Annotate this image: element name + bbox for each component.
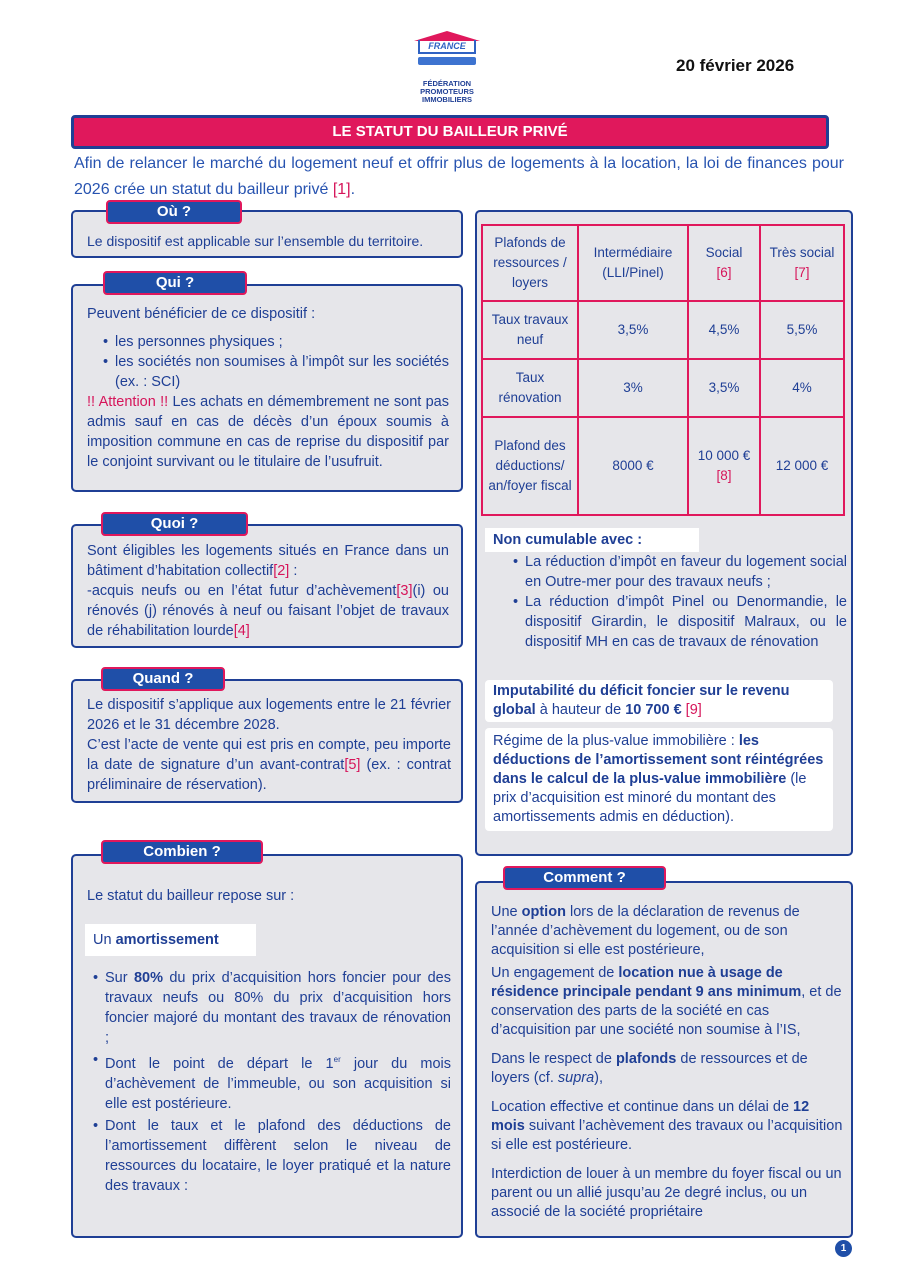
regime-text: Régime de la plus-value immobilière : bbox=[493, 733, 739, 749]
table-header bbox=[688, 225, 760, 301]
table-cell bbox=[688, 417, 760, 515]
cell-text: 10 000 € bbox=[697, 448, 751, 463]
quand-content bbox=[87, 695, 451, 795]
qui-warning bbox=[87, 392, 449, 472]
p-text: Un engagement de bbox=[491, 965, 619, 981]
footnote-ref[interactable]: [3] bbox=[396, 583, 413, 599]
item-text: Sur bbox=[105, 970, 134, 986]
intro-text: Afin de relancer le marché du logement neuf et offrir plus de logements à la location, la loi de finances pour 2026 crée un statut du bailleur privé bbox=[74, 155, 844, 198]
table-cell: 4,5% bbox=[688, 301, 760, 359]
p-text: suivant l’achèvement des travaux ou l’acquisition si elle est postérieure. bbox=[491, 1118, 843, 1153]
qui-list bbox=[87, 332, 449, 392]
table-row bbox=[482, 359, 844, 417]
combien-list bbox=[87, 968, 451, 1198]
p-text: de ressources et de loyers (cf. bbox=[491, 1051, 808, 1086]
qui-heading: Qui ? bbox=[103, 271, 247, 295]
page-title: LE STATUT DU BAILLEUR PRIVÉ bbox=[71, 115, 829, 149]
comment-heading: Comment ? bbox=[503, 866, 666, 890]
amortissement-label bbox=[85, 924, 256, 956]
ou-text: Le dispositif est applicable sur l’ensemble du territoire. bbox=[87, 233, 424, 249]
logo-bar bbox=[418, 57, 476, 65]
item-text: jour du mois d’achèvement de l’immeuble, ou son acquisition si elle est postérieure. bbox=[105, 1055, 452, 1112]
imput-amount: 10 700 € bbox=[625, 702, 682, 718]
quand-text: C’est l’acte de vente qui est pris en compte, peu importe la date de signature d’un avant-contrat bbox=[87, 737, 451, 773]
list-item: • les personnes physiques ; bbox=[103, 332, 449, 352]
p-text: Location effective et continue dans un délai de bbox=[491, 1099, 794, 1115]
noncumul-list bbox=[493, 552, 847, 652]
p-text: ), bbox=[594, 1070, 604, 1086]
table-cell: 3% bbox=[578, 359, 688, 417]
comment-p3 bbox=[491, 1050, 843, 1088]
p-bold: location nue à usage de résidence principale pendant 9 ans minimum bbox=[491, 965, 802, 1000]
quoi-text: (i) ou rénovés (j) rénovés à neuf ou faisant l’objet de travaux de réhabilitation lourde bbox=[87, 583, 449, 639]
p-italic: supra bbox=[557, 1070, 595, 1086]
p-text: Une bbox=[491, 904, 522, 920]
table-cell: 3,5% bbox=[578, 301, 688, 359]
imput-bold: Imputabilité du déficit foncier sur le revenu global bbox=[493, 683, 790, 718]
table-cell: Plafond des déductions/ an/foyer fiscal bbox=[482, 417, 578, 515]
quoi-text: Sont éligibles les logements situés en France dans un bâtiment d’habitation collectif bbox=[87, 543, 449, 579]
quand-text-2 bbox=[87, 735, 451, 795]
table-row bbox=[482, 225, 844, 301]
p-text: Dans le respect de bbox=[491, 1051, 616, 1067]
qui-section bbox=[71, 284, 463, 492]
qui-lead: Peuvent bénéficier de ce dispositif : bbox=[87, 306, 316, 322]
quoi-heading: Quoi ? bbox=[101, 512, 248, 536]
table-cell: Taux travaux neuf bbox=[482, 301, 578, 359]
p-bold: 12 mois bbox=[491, 1099, 810, 1134]
logo-text bbox=[412, 80, 482, 104]
list-item bbox=[93, 968, 451, 1048]
table-header bbox=[760, 225, 844, 301]
list-item: • Dont le taux et le plafond des déductions de l’amortissement diffèrent selon le niveau de ressources du locataire, le loyer pratiqué et la nature des travaux : bbox=[93, 1116, 451, 1196]
table-cell: Taux rénovation bbox=[482, 359, 578, 417]
fpi-logo bbox=[412, 30, 482, 106]
table-row bbox=[482, 417, 844, 515]
list-item: • les sociétés non soumises à l’impôt sur les sociétés (ex. : SCI) bbox=[103, 352, 449, 392]
item-text: du prix d’acquisition hors foncier pour des travaux neufs ou 80% du prix d’acquisition hors foncier majoré du montant des travaux de rénovation ; bbox=[105, 970, 451, 1046]
quand-text: (ex. : contrat préliminaire de réservation). bbox=[87, 757, 451, 793]
p-bold: option bbox=[521, 904, 566, 920]
list-item bbox=[93, 1050, 451, 1114]
list-item: • La réduction d’impôt Pinel ou Denormandie, le dispositif Girardin, le dispositif Malraux, ou le dispositif MH en cas de travaux de rénovation bbox=[513, 592, 847, 652]
p-text: , et de conservation des parts de la société en cas d’acquisition par une société non soumise à l’IS, bbox=[491, 984, 842, 1038]
table-cell: 5,5% bbox=[760, 301, 844, 359]
noncumul-label: Non cumulable avec : bbox=[485, 528, 699, 552]
qui-content bbox=[87, 304, 449, 472]
header-text: Social bbox=[705, 245, 743, 260]
item-sup: er bbox=[333, 1055, 341, 1064]
intro-paragraph bbox=[74, 151, 844, 203]
combien-heading: Combien ? bbox=[101, 840, 263, 864]
imput-text: à hauteur de bbox=[535, 702, 626, 718]
amort-pre: Un bbox=[93, 932, 116, 948]
table-row bbox=[482, 301, 844, 359]
footnote-ref[interactable]: [7] bbox=[794, 265, 810, 280]
footnote-ref[interactable]: [9] bbox=[681, 702, 702, 718]
table-cell: 3,5% bbox=[688, 359, 760, 417]
p-bold: plafonds bbox=[615, 1051, 677, 1067]
p-text: lors de la déclaration de revenus de l’année d’achèvement du logement, ou de son acquisition si elle est postérieure, bbox=[491, 904, 800, 958]
logo-country: FRANCE bbox=[418, 40, 476, 54]
header-text: Très social bbox=[769, 245, 835, 260]
quand-heading: Quand ? bbox=[101, 667, 225, 691]
item-bold: 80% bbox=[133, 970, 163, 986]
footnote-ref[interactable]: [1] bbox=[332, 181, 351, 198]
quoi-section bbox=[71, 524, 463, 648]
regime-text: (le prix d’acquisition est minoré du montant des amortissements admis en déduction). bbox=[493, 771, 807, 825]
comment-section bbox=[475, 881, 853, 1238]
item-text: Dont le point de départ le 1 bbox=[105, 1055, 334, 1072]
amort-bold: amortissement bbox=[115, 932, 219, 948]
footnote-ref[interactable]: [2] bbox=[273, 563, 290, 579]
table-cell: 8000 € bbox=[578, 417, 688, 515]
rates-table bbox=[481, 224, 845, 516]
ou-heading: Où ? bbox=[106, 200, 242, 224]
combien-lead: Le statut du bailleur repose sur : bbox=[87, 888, 295, 904]
regime-bold: les déductions de l’amortissement sont réintégrées dans le calcul de la plus-value immobilière bbox=[493, 733, 824, 787]
taux-panel bbox=[475, 210, 853, 856]
combien-section bbox=[71, 854, 463, 1238]
plus-value-note bbox=[485, 728, 833, 831]
quoi-content bbox=[87, 541, 449, 641]
list-item: • La réduction d’impôt en faveur du logement social en Outre-mer pour des travaux neufs ; bbox=[513, 552, 847, 592]
quand-text: Le dispositif s’applique aux logements entre le 21 février 2026 et le 31 décembre 2028. bbox=[87, 697, 451, 733]
comment-p5: Interdiction de louer à un membre du foyer fiscal ou un parent ou un allié jusqu’au 2e degré inclus, ou un associé de la société propriétaire bbox=[491, 1166, 842, 1220]
document-date: 20 février 2026 bbox=[676, 56, 795, 75]
warning-label: !! Attention !! bbox=[87, 394, 169, 410]
quand-section bbox=[71, 679, 463, 803]
deficit-foncier-note bbox=[485, 680, 833, 722]
logo-line2: PROMOTEURS bbox=[420, 87, 474, 96]
footnote-ref[interactable]: [6] bbox=[716, 265, 732, 280]
comment-p4 bbox=[491, 1098, 843, 1155]
quoi-text: : bbox=[289, 563, 298, 579]
page-number: 1 bbox=[835, 1240, 852, 1257]
logo-line3: IMMOBILIERS bbox=[422, 95, 472, 104]
footnote-ref[interactable]: [4] bbox=[233, 623, 250, 639]
footnote-ref[interactable]: [8] bbox=[716, 468, 732, 483]
table-header: Intermédiaire (LLI/Pinel) bbox=[578, 225, 688, 301]
comment-content bbox=[491, 903, 843, 1232]
intro-end: . bbox=[350, 181, 356, 198]
table-header: Plafonds de ressources / loyers bbox=[482, 225, 578, 301]
logo-line1: FÉDÉRATION bbox=[422, 79, 472, 88]
quoi-text: -acquis neufs ou en l’état futur d’achèvement bbox=[87, 583, 397, 599]
comment-p2 bbox=[491, 964, 843, 1040]
table-cell: 12 000 € bbox=[760, 417, 844, 515]
warning-text: Les achats en démembrement ne sont pas admis sauf en cas de décès d’un époux soumis à imposition commune en cas de reprise du dispositif par le conjoint survivant ou le titulaire de l’usufruit. bbox=[87, 394, 450, 470]
comment-p1 bbox=[491, 903, 843, 960]
footnote-ref[interactable]: [5] bbox=[344, 757, 361, 773]
table-cell: 4% bbox=[760, 359, 844, 417]
